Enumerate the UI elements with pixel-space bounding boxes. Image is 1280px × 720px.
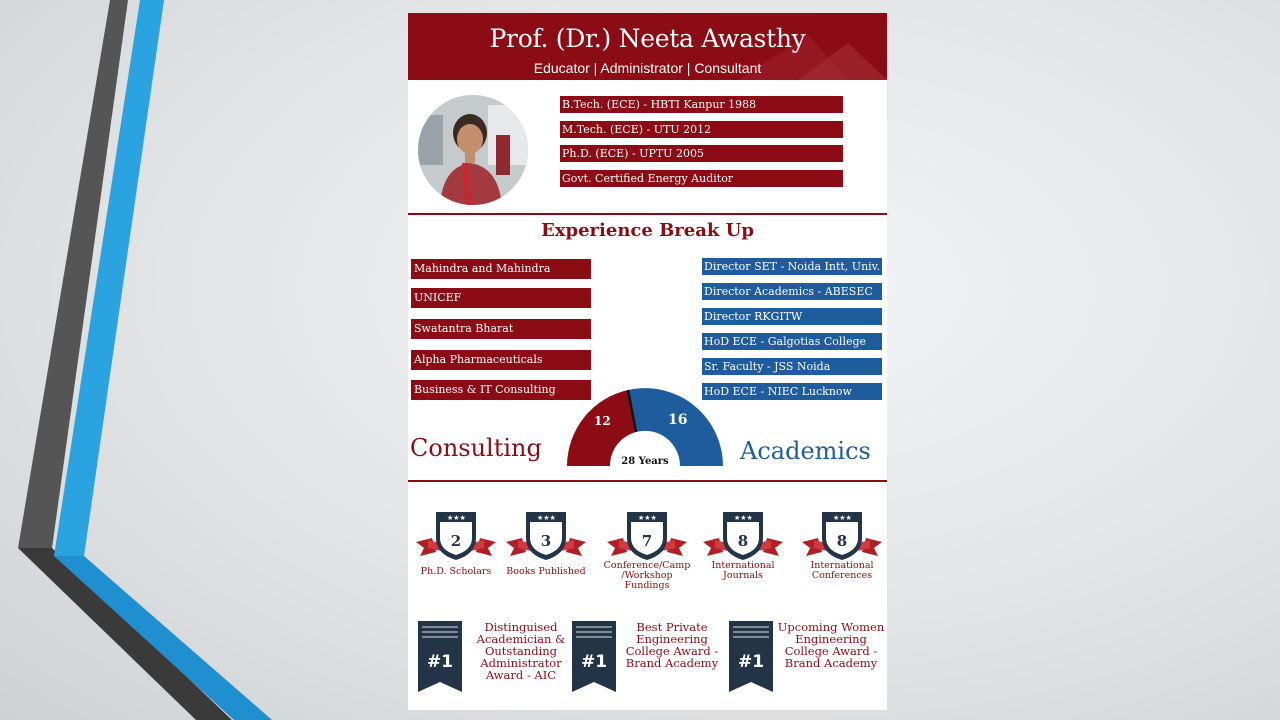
experience-title: Experience Break Up [541,220,754,241]
stat-label: International Journals [711,560,775,581]
academics-item: Director Academics - ABESEC [702,283,882,300]
profile-infographic [408,13,887,710]
svg-text:7: 7 [641,532,653,550]
consulting-segment [567,390,636,466]
svg-text:#1: #1 [580,652,608,672]
header-banner [408,13,887,80]
shield-icon [800,508,884,564]
consulting-item: Mahindra and Mahindra [411,259,591,279]
academics-item: HoD ECE - Galgotias College [702,333,882,350]
academics-label: Academics [740,437,871,465]
profile-photo [418,95,528,205]
qualification-item: B.Tech. (ECE) - HBTI Kanpur 1988 [560,96,843,113]
qualification-item: M.Tech. (ECE) - UTU 2012 [560,121,843,138]
consulting-label: Consulting [410,434,542,462]
shield-icon [605,508,689,564]
stat-badge [414,508,498,569]
stat-label: Conference/Camp /Workshop Fundings [603,560,691,591]
consulting-item: Alpha Pharmaceuticals [411,350,591,370]
decorative-chevron-stripes [0,0,300,720]
profile-name: Prof. (Dr.) Neeta Awasthy [489,24,806,53]
experience-gauge [564,385,726,467]
consulting-years: 12 [594,414,611,428]
svg-text:★★★: ★★★ [537,514,556,522]
award-ribbon-icon [417,620,463,699]
svg-text:★★★: ★★★ [833,514,852,522]
award-ribbon-icon [728,620,774,699]
academics-item: Director SET - Noida Intt, Univ. [704,260,881,273]
shield-icon [414,508,498,564]
consulting-item: Swatantra Bharat [411,319,591,339]
section-divider [408,480,887,482]
qualification-item: Ph.D. (ECE) - UPTU 2005 [560,145,843,162]
academics-item: Director RKGITW [702,308,882,325]
section-divider [408,213,887,215]
stat-label: International Conferences [810,560,874,581]
academics-item: HoD ECE - NIEC Lucknow [702,383,882,400]
stat-badge [504,508,588,569]
award-description: Upcoming Women Engineering College Award - Brand Academy [777,620,885,670]
svg-text:3: 3 [540,532,552,550]
consulting-item: Business & IT Consulting [411,380,591,400]
svg-text:★★★: ★★★ [447,514,466,522]
shield-icon [701,508,785,564]
award-ribbon-icon [571,620,617,699]
academics-years: 16 [668,412,688,428]
shield-icon [504,508,588,564]
academics-item: Sr. Faculty - JSS Noida [702,358,882,375]
svg-text:★★★: ★★★ [638,514,657,522]
award-description: Best Private Engineering College Award - Brand Academy [625,620,719,670]
stat-label: Books Published [506,566,586,577]
award-description: Distinguised Academician & Outstanding Administrator Award - AIC [476,620,566,682]
total-years: 28 Years [621,456,669,467]
svg-text:★★★: ★★★ [734,514,753,522]
consulting-item: UNICEF [411,288,591,308]
stat-label: Ph.D. Scholars [420,566,492,577]
qualification-item: Govt. Certified Energy Auditor [560,170,843,187]
svg-text:#1: #1 [737,652,765,672]
svg-text:8: 8 [737,532,749,550]
svg-text:8: 8 [836,532,848,550]
svg-text:#1: #1 [426,652,454,672]
profile-roles: Educator | Administrator | Consultant [533,60,762,76]
svg-text:2: 2 [450,532,462,550]
